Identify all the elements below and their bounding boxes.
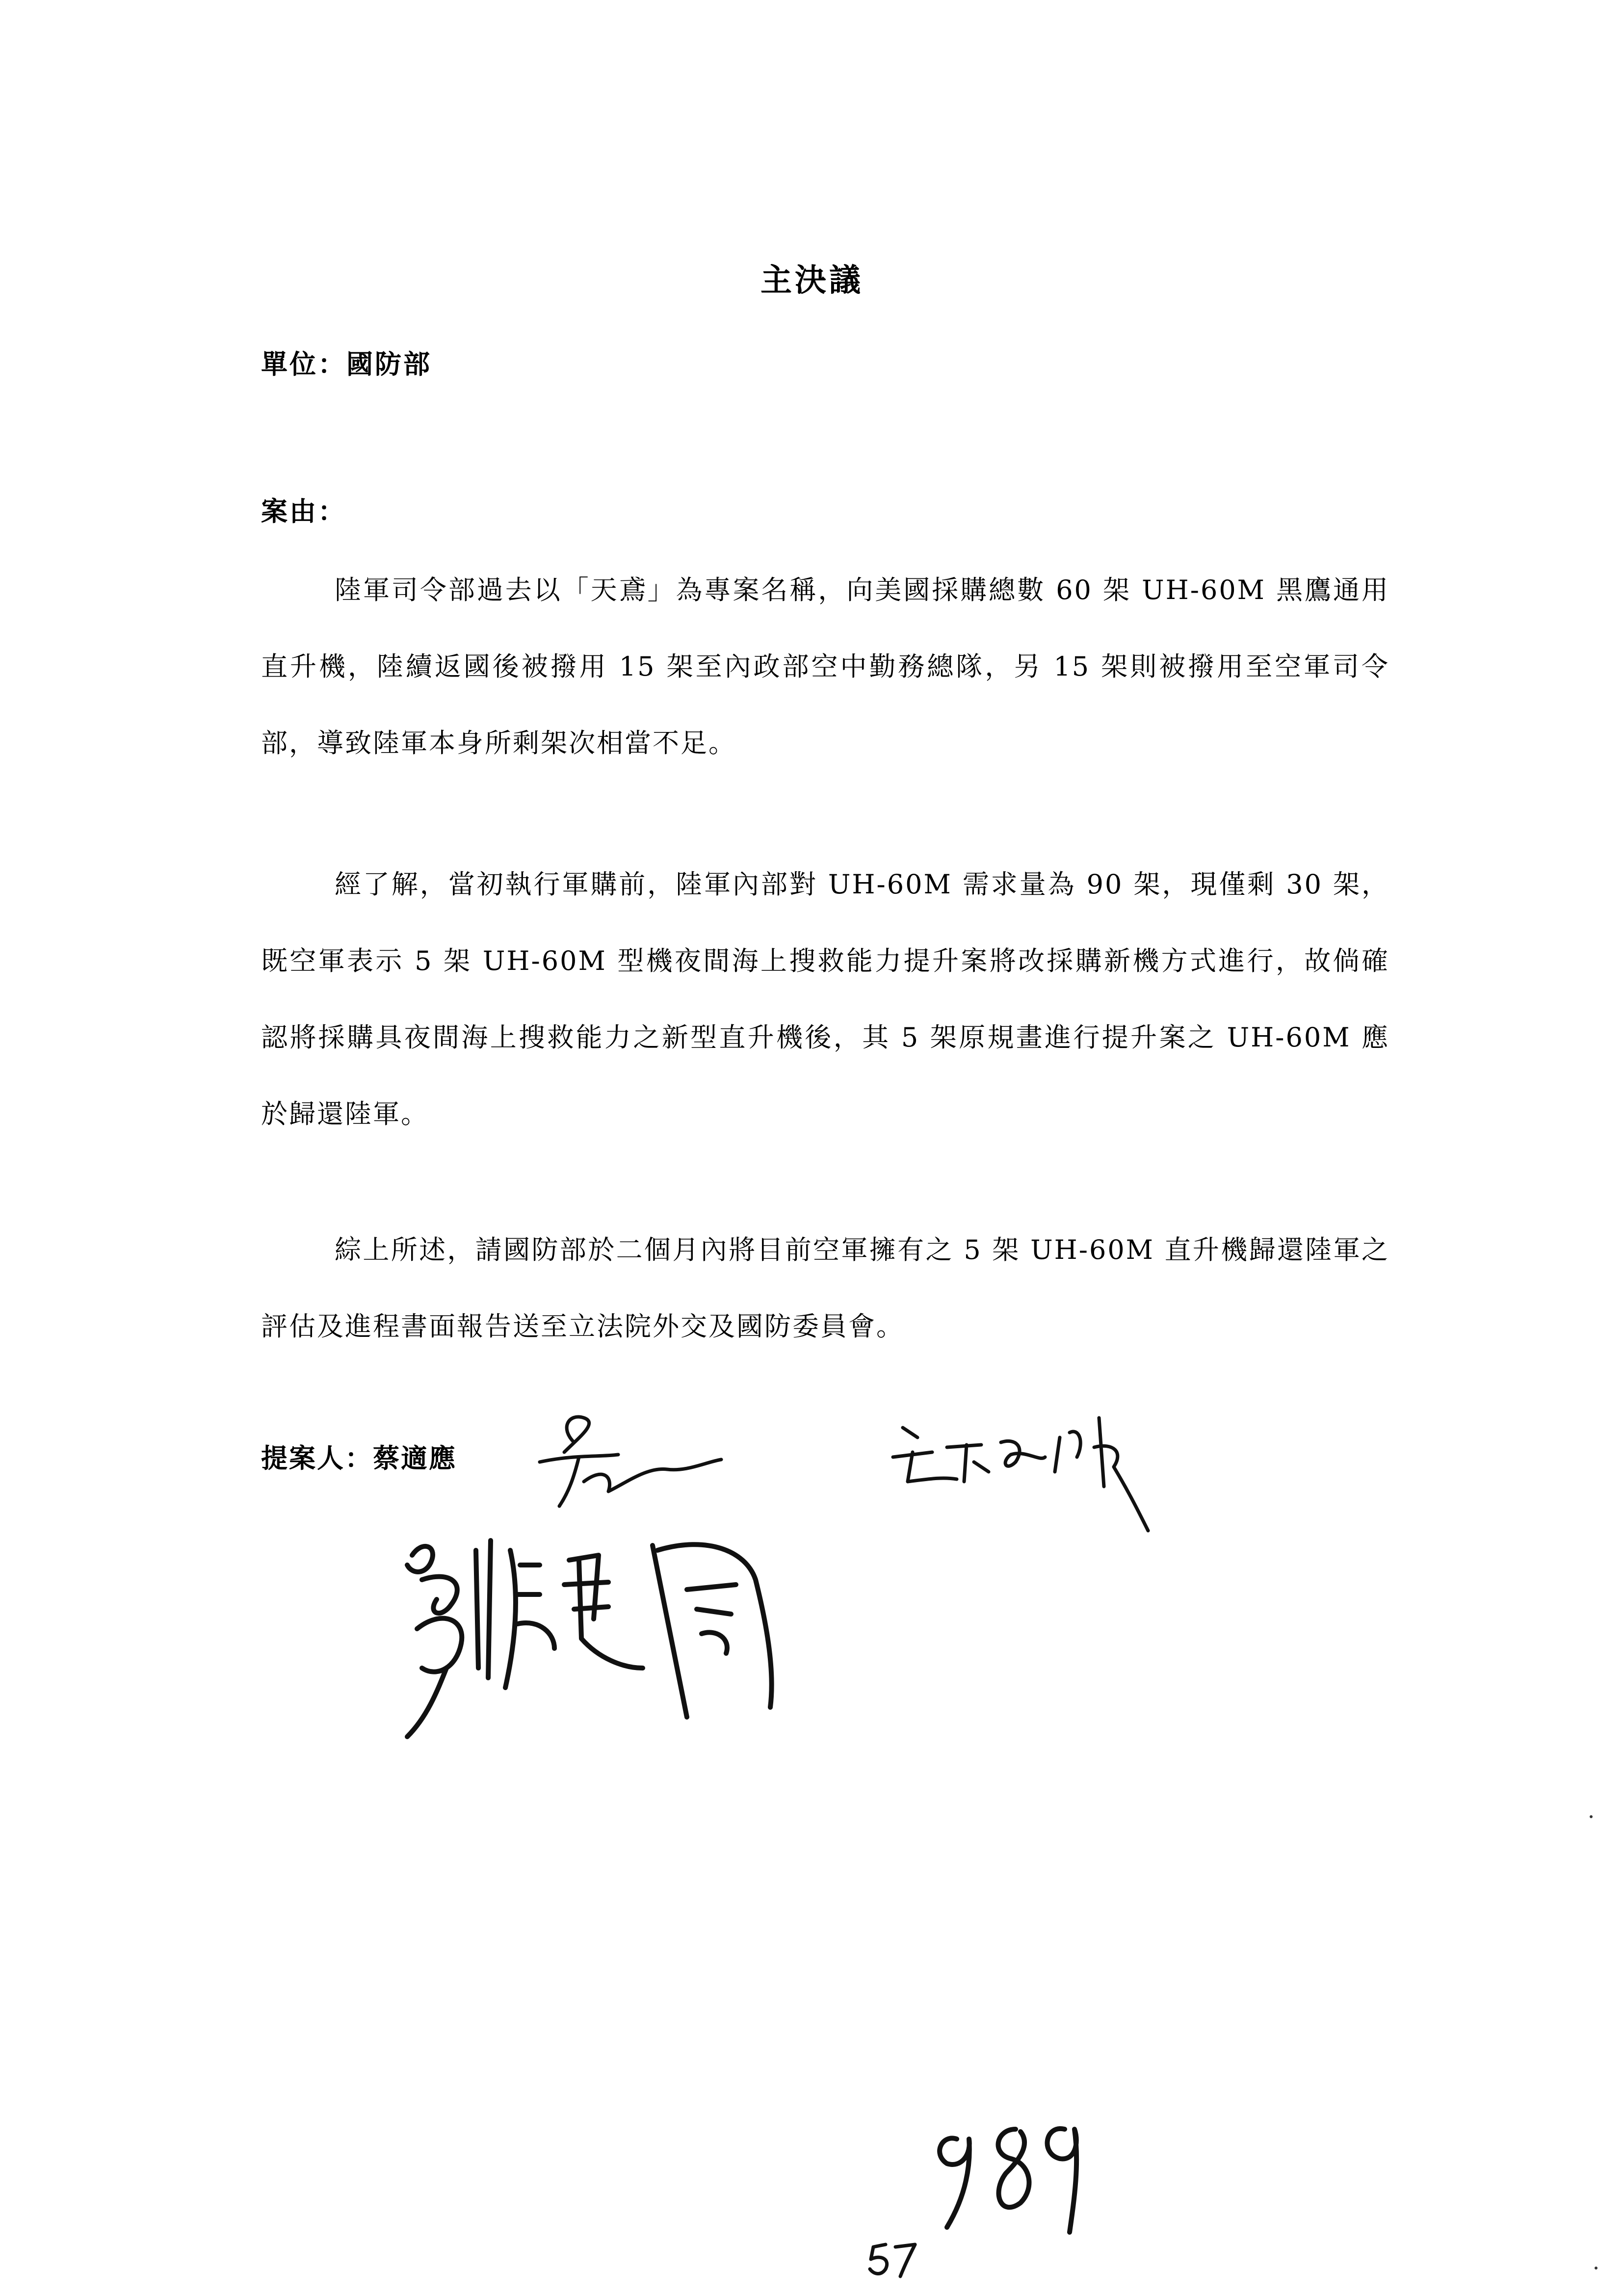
- paragraph-1: 陸軍司令部過去以「天鳶」為專案名稱，向美國採購總數 60 架 UH-60M 黑鷹通用直升機，陸續返國後被撥用 15 架至內政部空中勤務總隊，另 15 架則被撥用至空軍司令部，導致陸軍本身所剩架次相當不足。: [261, 574, 1389, 758]
- signature-2: [883, 1398, 1158, 1540]
- page-number-small: [866, 2237, 925, 2281]
- page-number-handwritten: [922, 2110, 1099, 2237]
- scan-speck: [1595, 2267, 1598, 2270]
- paragraph-3: 綜上所述，請國防部於二個月內將目前空軍擁有之 5 架 UH-60M 直升機歸還陸軍之評估及進程書面報告送至立法院外交及國防委員會。: [261, 1234, 1389, 1342]
- proposer-line: 提案人：蔡適應: [261, 1443, 457, 1474]
- reason-label: 案由：: [261, 496, 346, 527]
- scan-speck: [1590, 1815, 1593, 1818]
- signature-3: [393, 1521, 795, 1756]
- signature-1: [530, 1408, 726, 1511]
- paragraph-2: 經了解，當初執行軍購前，陸軍內部對 UH-60M 需求量為 90 架，現僅剩 30 架，既空軍表示 5 架 UH-60M 型機夜間海上搜救能力提升案將改採購新機方式進行，故倘確認將採購具夜間海上搜救能力之新型直升機後，其 5 架原規畫進行提升案之 UH-60M 應於歸還陸軍。: [261, 869, 1389, 1129]
- document-title: 主決議: [760, 262, 864, 299]
- unit-line: 單位：國防部: [261, 349, 432, 380]
